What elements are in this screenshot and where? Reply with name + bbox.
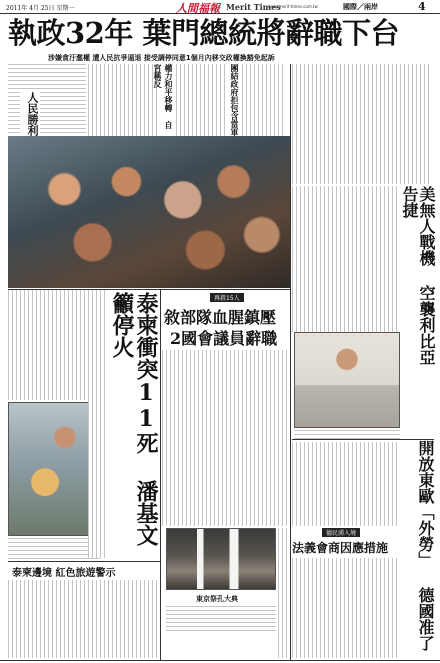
refugee-mother-photo: [8, 402, 100, 536]
us-drone-headline: 美無人戰機 空襲利比亞告捷: [401, 186, 435, 376]
refugee-photo-caption: [8, 538, 100, 560]
opposition-kicker-1: 團結政府拒包含當軍: [230, 64, 239, 136]
column-rule: [8, 561, 160, 562]
column-rule: [0, 660, 440, 661]
france-article-body: [292, 558, 398, 658]
syria-article-body-2: [278, 528, 290, 658]
yemen-article-body: [292, 64, 432, 184]
people-win-title: 人民勝利: [20, 92, 40, 136]
column-rule: [290, 64, 291, 660]
column-rule: [160, 290, 161, 660]
japan-photo-caption: [166, 606, 276, 634]
thai-border-headline: 泰柬邊境 紅色旅遊警示: [12, 568, 116, 579]
tokyo-ceremony-photo: [166, 528, 276, 590]
newspaper-logo-en: Merit Times: [226, 2, 281, 12]
column-rule: [8, 289, 290, 290]
child-photo: [294, 332, 400, 428]
syria-kicker: 再殺15人: [210, 293, 244, 302]
yemen-article-body-2: [292, 186, 398, 332]
syria-kicker-box: [162, 292, 288, 304]
germany-article-body: [292, 442, 398, 526]
newspaper-logo: 人間福報: [176, 2, 220, 15]
japan-photo-title: 東京祭孔大典: [196, 595, 238, 603]
issue-date: 2011年 4月 25日 星期一: [6, 5, 75, 12]
opposition-text-block-2: [176, 64, 226, 136]
opposition-text-block: [88, 64, 160, 136]
people-win-column: [8, 64, 86, 136]
syria-article-body: [162, 350, 288, 526]
column-rule: [292, 439, 434, 440]
masthead: [0, 0, 440, 14]
opposition-kicker-2: 權力和平移轉 自宮稱反: [162, 64, 174, 136]
thai-border-body: [8, 580, 162, 658]
website-url: www.merit-times.com.tw: [268, 4, 318, 9]
thai-article-body: [8, 290, 86, 400]
thai-article-body-2: [88, 290, 108, 558]
france-headline: 法義會商因應措施: [292, 541, 389, 555]
france-kicker: 德民湧入境: [322, 528, 360, 537]
page-number: 4: [418, 0, 426, 13]
headline-subtitle: 涉嫌貪汙濫權 遭人民抗爭逼退 接受調停同意1個月內移交政權換豁免起訴: [48, 54, 275, 62]
thai-cambodia-headline: 泰柬衝突11死 潘基文籲停火: [110, 292, 158, 562]
syria-headline-2: 2國會議員辭職: [170, 329, 278, 348]
section-label: 國際／兩岸: [343, 3, 378, 11]
yemen-protest-photo: [8, 136, 290, 288]
opposition-text-block-3: [242, 64, 286, 136]
syria-headline-1: 敘部隊血腥鎮壓: [164, 308, 277, 327]
main-headline: 執政32年 葉門總統將辭職下台: [8, 16, 399, 50]
germany-headline: 開放東歐「外勞」 德國准了: [400, 440, 434, 660]
